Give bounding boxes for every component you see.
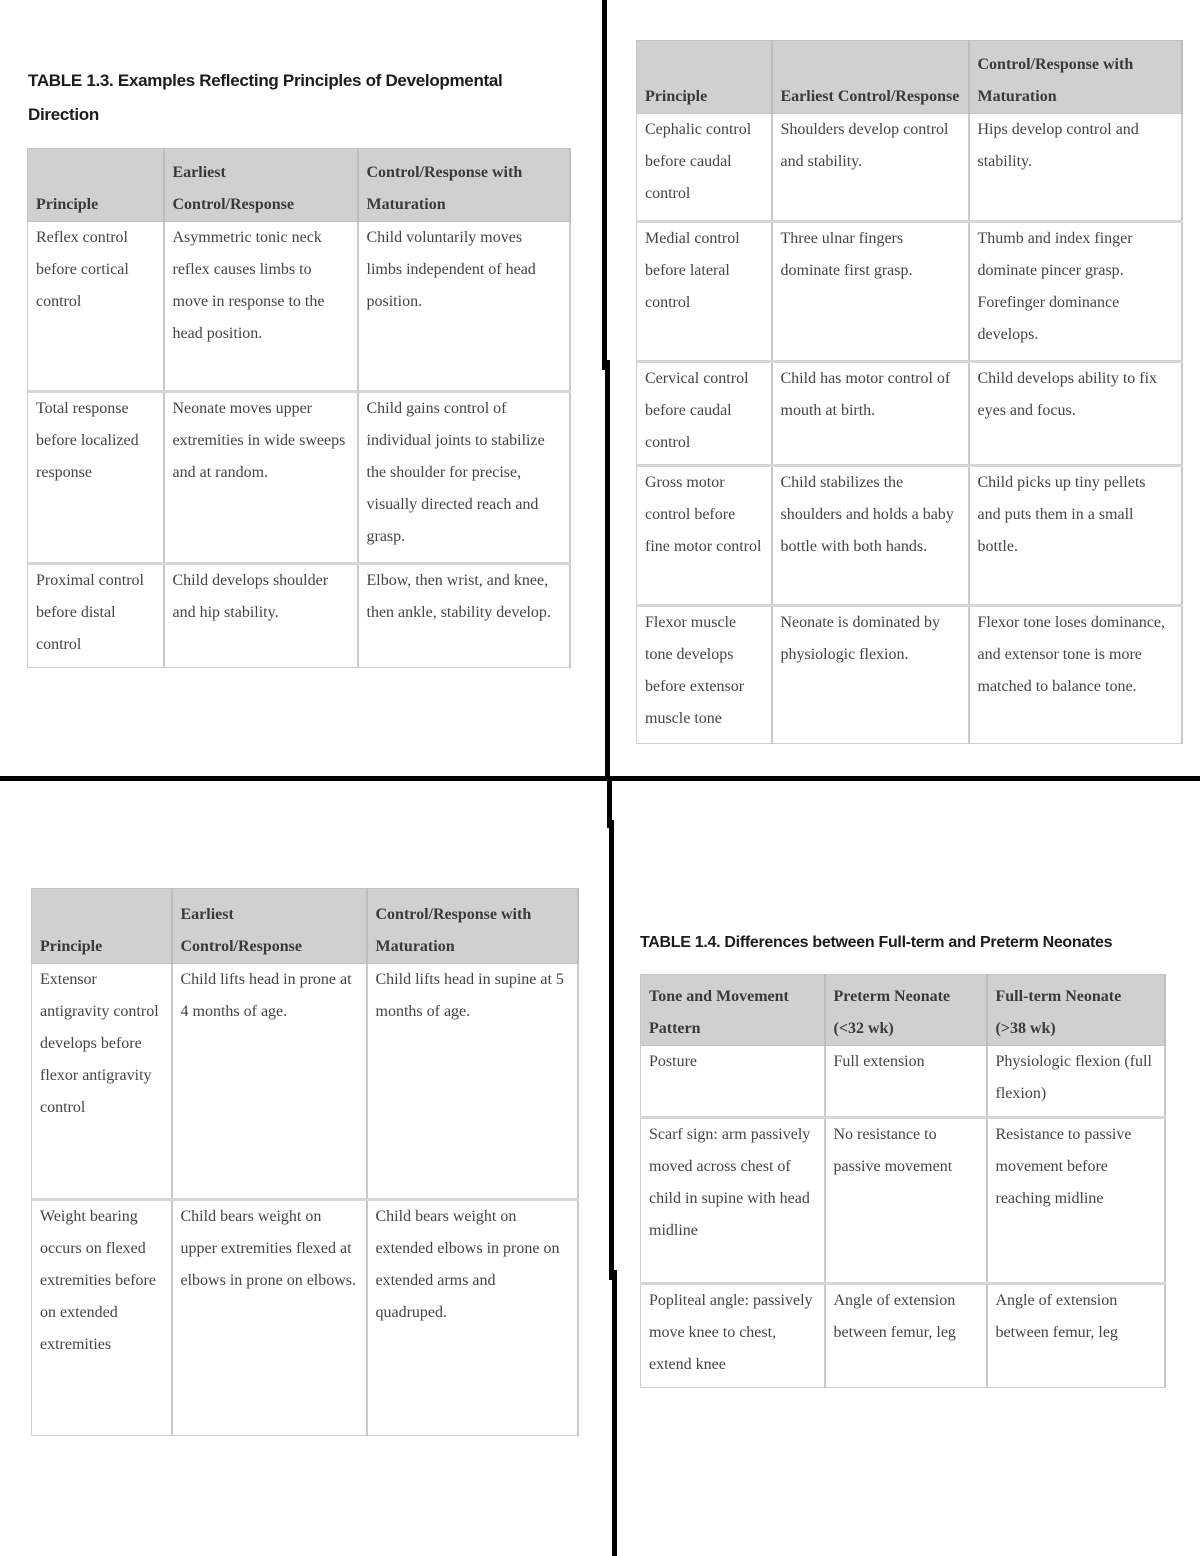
table-header-row [28,149,570,222]
table-row [637,466,1182,606]
table-row [28,222,570,392]
vertical-divider-top [602,0,607,370]
cell-pattern: Popliteal angle: passively move knee to chest, extend knee [641,1284,825,1388]
cell-principle: Reflex control before cortical control [28,222,164,392]
header-principle: Principle [32,889,172,964]
cell-principle: Cervical control before caudal control [637,362,772,466]
table-row [32,1200,578,1436]
horizontal-divider [0,776,1200,781]
cell-principle: Extensor antigravity control develops before flexor antigravity control [32,964,172,1200]
table-row [641,1118,1165,1284]
header-earliest: Earliest Control/Response [172,889,367,964]
cell-maturation: Child lifts head in supine at 5 months of age. [367,964,578,1200]
cell-earliest: Child lifts head in prone at 4 months of age. [172,964,367,1200]
header-principle: Principle [637,41,772,114]
table-developmental-direction-part1 [27,148,571,668]
header-earliest: Earliest Control/Response [772,41,969,114]
cell-pattern: Posture [641,1046,825,1118]
cell-maturation: Hips develop control and stability. [969,114,1182,222]
cell-fullterm: Resistance to passive movement before reaching midline [987,1118,1165,1284]
cell-maturation: Child gains control of individual joints to stabilize the shoulder for precise, visually directed reach and grasp. [358,392,570,564]
cell-earliest: Three ulnar fingers dominate first grasp. [772,222,969,362]
cell-earliest: Child bears weight on upper extremities flexed at elbows in prone on elbows. [172,1200,367,1436]
cell-principle: Flexor muscle tone develops before extensor muscle tone [637,606,772,744]
table-row [641,1046,1165,1118]
cell-earliest: Child has motor control of mouth at birth. [772,362,969,466]
cell-preterm: No resistance to passive movement [825,1118,987,1284]
header-earliest: Earliest Control/Response [164,149,358,222]
cell-maturation: Child bears weight on extended elbows in prone on extended arms and quadruped. [367,1200,578,1436]
cell-earliest: Asymmetric tonic neck reflex causes limbs to move in response to the head position. [164,222,358,392]
table-header-row [641,975,1165,1046]
cell-earliest: Child stabilizes the shoulders and holds a baby bottle with both hands. [772,466,969,606]
table-caption-1-4: TABLE 1.4. Differences between Full-term and Preterm Neonates [640,934,1113,951]
cell-earliest: Shoulders develop control and stability. [772,114,969,222]
table-row [637,362,1182,466]
header-maturation: Control/Response with Maturation [358,149,570,222]
cell-maturation: Child voluntarily moves limbs independent of head position. [358,222,570,392]
table-row [637,222,1182,362]
cell-pattern: Scarf sign: arm passively moved across chest of child in supine with head midline [641,1118,825,1284]
cell-preterm: Full extension [825,1046,987,1118]
cell-principle: Cephalic control before caudal control [637,114,772,222]
cell-maturation: Elbow, then wrist, and knee, then ankle, stability develop. [358,564,570,668]
table-row [28,564,570,668]
header-tone-movement: Tone and Movement Pattern [641,975,825,1046]
cell-earliest: Child develops shoulder and hip stability. [164,564,358,668]
header-maturation: Control/Response with Maturation [969,41,1182,114]
table-row [637,606,1182,744]
header-maturation: Control/Response with Maturation [367,889,578,964]
header-principle: Principle [28,149,164,222]
cell-principle: Weight bearing occurs on flexed extremities before on extended extremities [32,1200,172,1436]
cell-maturation: Child picks up tiny pellets and puts them in a small bottle. [969,466,1182,606]
table-header-row [32,889,578,964]
table-developmental-direction-part2 [636,40,1183,744]
cell-maturation: Flexor tone loses dominance, and extensor tone is more matched to balance tone. [969,606,1182,744]
vertical-divider-top-lower [605,360,610,780]
table-row [641,1284,1165,1388]
table-row [32,964,578,1200]
vertical-divider-bottom-lower [612,1270,617,1556]
cell-maturation: Child develops ability to fix eyes and focus. [969,362,1182,466]
cell-principle: Total response before localized response [28,392,164,564]
table-row [637,114,1182,222]
table-header-row [637,41,1182,114]
cell-preterm: Angle of extension between femur, leg [825,1284,987,1388]
header-preterm: Preterm Neonate (<32 wk) [825,975,987,1046]
table-row [28,392,570,564]
cell-principle: Medial control before lateral control [637,222,772,362]
cell-principle: Gross motor control before fine motor control [637,466,772,606]
cell-earliest: Neonate is dominated by physiologic flexion. [772,606,969,744]
cell-maturation: Thumb and index finger dominate pincer grasp. Forefinger dominance develops. [969,222,1182,362]
table-caption-1-3: TABLE 1.3. Examples Reflecting Principles of Developmental Direction [28,71,503,124]
cell-principle: Proximal control before distal control [28,564,164,668]
table-fullterm-preterm [640,974,1166,1388]
header-fullterm: Full-term Neonate (>38 wk) [987,975,1165,1046]
vertical-divider-bottom-middle [609,820,614,1280]
cell-fullterm: Angle of extension between femur, leg [987,1284,1165,1388]
table-developmental-direction-part3 [31,888,579,1436]
cell-earliest: Neonate moves upper extremities in wide sweeps and at random. [164,392,358,564]
cell-fullterm: Physiologic flexion (full flexion) [987,1046,1165,1118]
